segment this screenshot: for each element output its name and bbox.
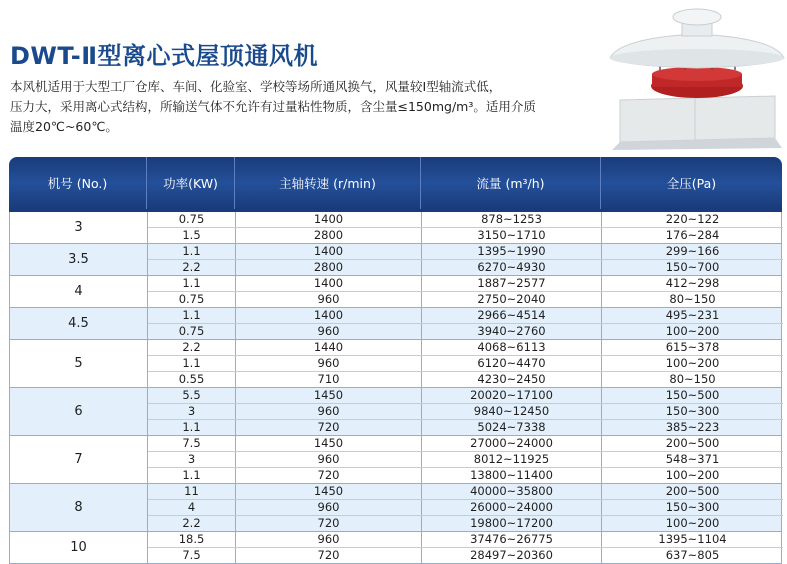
table-row	[148, 276, 783, 291]
header-cell: 功率(KW)	[147, 157, 235, 209]
pressure-cell: 385~223	[665, 420, 720, 434]
flow-cell: 26000~24000	[422, 500, 602, 515]
header-cell: 流量 (m³/h)	[421, 157, 601, 209]
speed-cell: 1400	[236, 276, 422, 291]
table-row	[148, 291, 783, 307]
pressure-cell: 1395~1104	[658, 532, 727, 546]
model-number-cell: 4.5	[10, 308, 148, 339]
table-group	[10, 388, 781, 436]
power-cell: 0.75	[148, 212, 236, 227]
power-cell: 1.1	[148, 276, 236, 291]
flow-cell: 20020~17100	[422, 388, 602, 403]
flow-cell: 4068~6113	[422, 340, 602, 355]
table-group	[10, 276, 781, 308]
power-cell: 1.5	[148, 228, 236, 243]
table-row	[148, 499, 783, 515]
table-group	[10, 244, 781, 276]
table-header	[9, 157, 782, 209]
table-row	[148, 323, 783, 339]
pressure-cell: 495~231	[665, 308, 720, 322]
speed-cell: 1400	[236, 212, 422, 227]
power-cell: 4	[148, 500, 236, 515]
pressure-cell: 412~298	[665, 276, 720, 290]
power-cell: 18.5	[148, 532, 236, 547]
group-rows	[148, 484, 783, 531]
model-number-cell: 3	[10, 212, 148, 243]
speed-cell: 960	[236, 356, 422, 371]
speed-cell: 720	[236, 468, 422, 483]
table-row	[148, 451, 783, 467]
speed-cell: 960	[236, 532, 422, 547]
power-cell: 7.5	[148, 436, 236, 451]
group-rows	[148, 388, 783, 435]
flow-cell: 37476~26775	[422, 532, 602, 547]
model-number-cell: 7	[10, 436, 148, 483]
power-cell: 3	[148, 452, 236, 467]
model-number-cell: 6	[10, 388, 148, 435]
group-rows	[148, 276, 783, 307]
pressure-cell: 615~378	[665, 340, 720, 354]
header-cell: 机号 (No.)	[9, 157, 147, 209]
flow-cell: 19800~17200	[422, 516, 602, 531]
model-number-cell: 5	[10, 340, 148, 387]
group-rows	[148, 532, 783, 563]
power-cell: 0.75	[148, 324, 236, 339]
power-cell: 7.5	[148, 548, 236, 563]
speed-cell: 1450	[236, 388, 422, 403]
power-cell: 1.1	[148, 420, 236, 435]
page-title: DWT-Ⅱ型离心式屋顶通风机	[10, 42, 319, 70]
power-cell: 1.1	[148, 468, 236, 483]
description-line: 压力大，采用离心式结构，所输送气体不允许有过量粘性物质，含尘量≤150mg/m³。适用介质	[10, 99, 536, 114]
flow-cell: 2750~2040	[422, 292, 602, 307]
pressure-cell: 220~122	[665, 212, 720, 226]
flow-cell: 878~1253	[422, 212, 602, 227]
flow-cell: 5024~7338	[422, 420, 602, 435]
pressure-cell: 200~500	[665, 436, 720, 450]
header-cell: 全压(Pa)	[666, 176, 717, 191]
table-row	[148, 419, 783, 435]
pressure-cell: 150~700	[665, 260, 720, 274]
table-group	[10, 340, 781, 388]
table-row	[148, 227, 783, 243]
pressure-cell: 80~150	[669, 372, 716, 386]
pressure-cell: 100~200	[665, 516, 720, 530]
speed-cell: 710	[236, 372, 422, 387]
power-cell: 0.55	[148, 372, 236, 387]
table-group	[10, 484, 781, 532]
flow-cell: 3150~1710	[422, 228, 602, 243]
flow-cell: 13800~11400	[422, 468, 602, 483]
description	[10, 77, 590, 137]
table-row	[148, 212, 783, 227]
spec-table	[9, 157, 782, 564]
pressure-cell: 200~500	[665, 484, 720, 498]
model-number-cell: 4	[10, 276, 148, 307]
speed-cell: 1400	[236, 308, 422, 323]
power-cell: 1.1	[148, 356, 236, 371]
power-cell: 1.1	[148, 244, 236, 259]
speed-cell: 1450	[236, 484, 422, 499]
table-row	[148, 484, 783, 499]
speed-cell: 960	[236, 452, 422, 467]
flow-cell: 1395~1990	[422, 244, 602, 259]
roof-fan-image	[600, 0, 787, 150]
pressure-cell: 299~166	[665, 244, 720, 258]
power-cell: 2.2	[148, 340, 236, 355]
speed-cell: 2800	[236, 260, 422, 275]
power-cell: 2.2	[148, 516, 236, 531]
speed-cell: 720	[236, 516, 422, 531]
power-cell: 11	[148, 484, 236, 499]
pressure-cell: 100~200	[665, 324, 720, 338]
table-group	[10, 532, 781, 564]
flow-cell: 6120~4470	[422, 356, 602, 371]
group-rows	[148, 436, 783, 483]
group-rows	[148, 212, 783, 243]
header-cell: 主轴转速 (r/min)	[235, 157, 421, 209]
flow-cell: 27000~24000	[422, 436, 602, 451]
table-row	[148, 436, 783, 451]
speed-cell: 2800	[236, 228, 422, 243]
pressure-cell: 150~300	[665, 404, 720, 418]
table-row	[148, 259, 783, 275]
speed-cell: 720	[236, 420, 422, 435]
pressure-cell: 176~284	[665, 228, 720, 242]
flow-cell: 1887~2577	[422, 276, 602, 291]
group-rows	[148, 244, 783, 275]
description-line: 本风机适用于大型工厂仓库、车间、化验室、学校等场所通风换气，风量较Ⅰ型轴流式低，	[10, 79, 502, 94]
pressure-cell: 100~200	[665, 468, 720, 482]
speed-cell: 960	[236, 292, 422, 307]
pressure-cell: 150~300	[665, 500, 720, 514]
flow-cell: 6270~4930	[422, 260, 602, 275]
group-rows	[148, 340, 783, 387]
model-number-cell: 3.5	[10, 244, 148, 275]
table-group	[10, 308, 781, 340]
speed-cell: 960	[236, 404, 422, 419]
table-group	[10, 436, 781, 484]
table-body	[9, 212, 782, 564]
table-row	[148, 244, 783, 259]
flow-cell: 4230~2450	[422, 372, 602, 387]
flow-cell: 40000~35800	[422, 484, 602, 499]
table-row	[148, 340, 783, 355]
flow-cell: 9840~12450	[422, 404, 602, 419]
table-row	[148, 403, 783, 419]
pressure-cell: 100~200	[665, 356, 720, 370]
speed-cell: 1400	[236, 244, 422, 259]
description-line: 温度20℃~60℃。	[10, 119, 118, 134]
table-row	[148, 355, 783, 371]
table-row	[148, 547, 783, 563]
table-row	[148, 388, 783, 403]
power-cell: 3	[148, 404, 236, 419]
table-row	[148, 308, 783, 323]
table-group	[10, 212, 781, 244]
model-number-cell: 10	[10, 532, 148, 563]
pressure-cell: 80~150	[669, 292, 716, 306]
flow-cell: 3940~2760	[422, 324, 602, 339]
power-cell: 5.5	[148, 388, 236, 403]
speed-cell: 720	[236, 548, 422, 563]
flow-cell: 28497~20360	[422, 548, 602, 563]
pressure-cell: 637~805	[665, 548, 720, 562]
pressure-cell: 548~371	[665, 452, 720, 466]
speed-cell: 1450	[236, 436, 422, 451]
group-rows	[148, 308, 783, 339]
power-cell: 1.1	[148, 308, 236, 323]
pressure-cell: 150~500	[665, 388, 720, 402]
model-number-cell: 8	[10, 484, 148, 531]
flow-cell: 8012~11925	[422, 452, 602, 467]
speed-cell: 960	[236, 324, 422, 339]
speed-cell: 1440	[236, 340, 422, 355]
speed-cell: 960	[236, 500, 422, 515]
table-row	[148, 532, 783, 547]
table-row	[148, 515, 783, 531]
table-row	[148, 467, 783, 483]
power-cell: 2.2	[148, 260, 236, 275]
power-cell: 0.75	[148, 292, 236, 307]
table-row	[148, 371, 783, 387]
flow-cell: 2966~4514	[422, 308, 602, 323]
